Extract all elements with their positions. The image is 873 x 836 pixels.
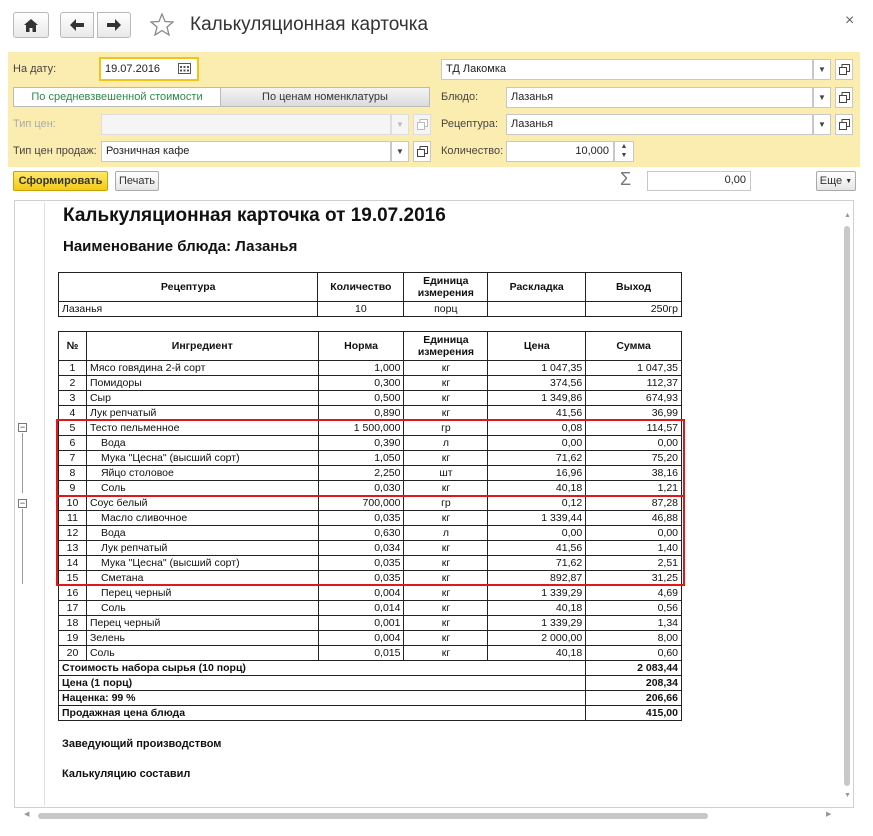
chevron-down-icon: ▼ bbox=[396, 147, 404, 156]
table-cell: кг bbox=[404, 376, 488, 391]
ing-header: Норма bbox=[318, 332, 404, 361]
table-cell: 40,18 bbox=[488, 646, 586, 661]
table-cell: 1 047,35 bbox=[586, 361, 682, 376]
table-cell: Мясо говядина 2-й сорт bbox=[86, 361, 318, 376]
organization-open-button[interactable] bbox=[835, 59, 853, 80]
sum-field: 0,00 bbox=[647, 171, 751, 191]
table-row bbox=[59, 586, 682, 601]
table-cell: 8,00 bbox=[586, 631, 682, 646]
chevron-down-icon: ▼ bbox=[396, 120, 404, 129]
table-cell: 0,034 bbox=[318, 541, 404, 556]
recipe-open-button[interactable] bbox=[835, 114, 853, 135]
table-cell: 0,300 bbox=[318, 376, 404, 391]
table-row bbox=[59, 571, 682, 586]
table-cell: 674,93 bbox=[586, 391, 682, 406]
table-cell: 112,37 bbox=[586, 376, 682, 391]
table-cell: 0,390 bbox=[318, 436, 404, 451]
table-cell: Мука "Цесна" (высший сорт) bbox=[86, 556, 318, 571]
open-window-icon bbox=[417, 146, 428, 157]
table-row bbox=[59, 436, 682, 451]
table-cell: кг bbox=[404, 481, 488, 496]
table-cell: 41,56 bbox=[488, 541, 586, 556]
table-cell: кг bbox=[404, 571, 488, 586]
table-cell: 700,000 bbox=[318, 496, 404, 511]
table-cell: 20 bbox=[59, 646, 87, 661]
ing-header: Цена bbox=[488, 332, 586, 361]
date-input[interactable]: 19.07.2016 bbox=[99, 57, 199, 81]
table-cell: 1 339,29 bbox=[488, 586, 586, 601]
chevron-down-icon: ▼ bbox=[845, 177, 853, 185]
recipe-cell bbox=[488, 302, 586, 317]
table-cell: 36,99 bbox=[586, 406, 682, 421]
table-cell: кг bbox=[404, 511, 488, 526]
table-cell: Тесто пельменное bbox=[86, 421, 318, 436]
table-cell: 1 047,35 bbox=[488, 361, 586, 376]
dish-open-button[interactable] bbox=[835, 87, 853, 108]
dish-dropdown[interactable] bbox=[813, 87, 831, 108]
total-row bbox=[59, 676, 682, 691]
table-cell: Лук репчатый bbox=[86, 406, 318, 421]
table-cell: Соус белый bbox=[86, 496, 318, 511]
scroll-left-icon[interactable]: ◀ bbox=[24, 811, 30, 818]
table-cell: кг bbox=[404, 556, 488, 571]
horizontal-scrollbar[interactable] bbox=[38, 813, 708, 819]
table-cell: Сыр bbox=[86, 391, 318, 406]
table-cell: 0,004 bbox=[318, 631, 404, 646]
close-icon[interactable]: × bbox=[845, 12, 855, 29]
table-row bbox=[59, 496, 682, 511]
table-row bbox=[59, 511, 682, 526]
qty-stepper[interactable] bbox=[614, 141, 634, 162]
recipe-cell: 10 bbox=[318, 302, 404, 317]
total-value: 415,00 bbox=[586, 706, 682, 721]
table-cell: 1 500,000 bbox=[318, 421, 404, 436]
organization-input[interactable]: ТД Лакомка bbox=[441, 59, 813, 80]
table-cell: 41,56 bbox=[488, 406, 586, 421]
table-cell: 38,16 bbox=[586, 466, 682, 481]
table-cell: 8 bbox=[59, 466, 87, 481]
chevron-down-icon: ▼ bbox=[818, 93, 826, 102]
table-cell: 0,630 bbox=[318, 526, 404, 541]
collapse-group-2-icon[interactable]: − bbox=[19, 498, 26, 508]
table-cell: 0,035 bbox=[318, 556, 404, 571]
table-cell: 4,69 bbox=[586, 586, 682, 601]
table-cell: 31,25 bbox=[586, 571, 682, 586]
table-cell: 16,96 bbox=[488, 466, 586, 481]
recipe-header: Выход bbox=[586, 273, 682, 302]
table-cell: 0,12 bbox=[488, 496, 586, 511]
table-cell: 1 339,44 bbox=[488, 511, 586, 526]
total-label: Наценка: 99 % bbox=[59, 691, 586, 706]
signature-manager: Заведующий производством bbox=[62, 738, 222, 750]
scroll-up-icon[interactable]: ▲ bbox=[844, 212, 851, 219]
table-cell: 0,00 bbox=[586, 436, 682, 451]
table-cell: гр bbox=[404, 421, 488, 436]
total-value: 208,34 bbox=[586, 676, 682, 691]
total-value: 2 083,44 bbox=[586, 661, 682, 676]
table-cell: 19 bbox=[59, 631, 87, 646]
home-icon bbox=[24, 19, 38, 32]
table-cell: 1,40 bbox=[586, 541, 682, 556]
table-cell: 1 349,86 bbox=[488, 391, 586, 406]
ing-header: № bbox=[59, 332, 87, 361]
recipe-header: Раскладка bbox=[488, 273, 586, 302]
table-cell: 40,18 bbox=[488, 481, 586, 496]
group-1-line bbox=[22, 433, 23, 493]
table-row bbox=[59, 421, 682, 436]
more-button[interactable] bbox=[816, 171, 856, 191]
star-icon[interactable] bbox=[150, 13, 174, 36]
recipe-input[interactable]: Лазанья bbox=[506, 114, 813, 135]
calendar-icon[interactable] bbox=[178, 63, 191, 74]
table-cell: 0,890 bbox=[318, 406, 404, 421]
sum-icon: Σ bbox=[620, 169, 632, 189]
table-cell: 71,62 bbox=[488, 451, 586, 466]
table-cell: 13 bbox=[59, 541, 87, 556]
table-cell: кг bbox=[404, 541, 488, 556]
table-cell: шт bbox=[404, 466, 488, 481]
table-cell: 12 bbox=[59, 526, 87, 541]
home-button[interactable] bbox=[13, 12, 49, 38]
table-row bbox=[59, 616, 682, 631]
table-cell: л bbox=[404, 526, 488, 541]
table-cell: Мука "Цесна" (высший сорт) bbox=[86, 451, 318, 466]
table-cell: 0,004 bbox=[318, 586, 404, 601]
table-cell: 40,18 bbox=[488, 601, 586, 616]
table-cell: 18 bbox=[59, 616, 87, 631]
table-cell: 1,34 bbox=[586, 616, 682, 631]
table-cell: 114,57 bbox=[586, 421, 682, 436]
sale-price-type-open-button[interactable] bbox=[413, 141, 431, 162]
table-cell: кг bbox=[404, 451, 488, 466]
scroll-down-icon[interactable]: ▼ bbox=[844, 792, 851, 799]
total-label: Продажная цена блюда bbox=[59, 706, 586, 721]
ing-header: Сумма bbox=[586, 332, 682, 361]
table-cell: 1,050 bbox=[318, 451, 404, 466]
table-row bbox=[59, 526, 682, 541]
recipe-cell: порц bbox=[404, 302, 488, 317]
table-cell: кг bbox=[404, 601, 488, 616]
table-cell: кг bbox=[404, 631, 488, 646]
table-cell: 1,21 bbox=[586, 481, 682, 496]
mode-weighted-button[interactable]: По средневзвешенной стоимости bbox=[13, 87, 221, 107]
chevron-down-icon: ▼ bbox=[818, 65, 826, 74]
report-dish-line: Наименование блюда: Лазанья bbox=[63, 238, 298, 255]
table-cell: 0,08 bbox=[488, 421, 586, 436]
table-row bbox=[59, 406, 682, 421]
table-cell: Зелень bbox=[86, 631, 318, 646]
table-row bbox=[59, 556, 682, 571]
open-window-icon bbox=[839, 92, 850, 103]
table-cell: 1,000 bbox=[318, 361, 404, 376]
stepper-up-icon[interactable]: ▲ bbox=[620, 143, 628, 150]
table-cell: Помидоры bbox=[86, 376, 318, 391]
table-row bbox=[59, 601, 682, 616]
table-cell: 0,500 bbox=[318, 391, 404, 406]
table-cell: 1 bbox=[59, 361, 87, 376]
ing-header: Единица измерения bbox=[404, 332, 488, 361]
scroll-right-icon[interactable]: ▶ bbox=[826, 811, 832, 818]
dish-label: Блюдо: bbox=[441, 91, 479, 103]
table-cell: 71,62 bbox=[488, 556, 586, 571]
table-cell: 0,001 bbox=[318, 616, 404, 631]
table-cell: 4 bbox=[59, 406, 87, 421]
table-cell: Перец черный bbox=[86, 586, 318, 601]
table-cell: 46,88 bbox=[586, 511, 682, 526]
table-cell: 75,20 bbox=[586, 451, 682, 466]
table-cell: кг bbox=[404, 391, 488, 406]
table-cell: Лук репчатый bbox=[86, 541, 318, 556]
table-cell: 374,56 bbox=[488, 376, 586, 391]
table-cell: 87,28 bbox=[586, 496, 682, 511]
table-cell: 2,51 bbox=[586, 556, 682, 571]
signature-calculator: Калькуляцию составил bbox=[62, 768, 191, 780]
table-row bbox=[59, 451, 682, 466]
sale-price-type-dropdown[interactable] bbox=[391, 141, 409, 162]
table-cell: 16 bbox=[59, 586, 87, 601]
table-cell: 2 000,00 bbox=[488, 631, 586, 646]
price-type-label: Тип цен: bbox=[13, 118, 56, 130]
table-cell: 11 bbox=[59, 511, 87, 526]
collapse-group-1-icon[interactable]: − bbox=[19, 422, 26, 432]
table-cell: 0,00 bbox=[488, 436, 586, 451]
mode-nomenclature-button[interactable]: По ценам номенклатуры bbox=[220, 87, 430, 107]
generate-button[interactable]: Сформировать bbox=[13, 171, 108, 191]
table-row bbox=[59, 466, 682, 481]
recipe-cell: 250гр bbox=[586, 302, 682, 317]
table-cell: кг bbox=[404, 586, 488, 601]
table-cell: 0,00 bbox=[488, 526, 586, 541]
open-window-icon bbox=[839, 64, 850, 75]
recipe-cell: Лазанья bbox=[59, 302, 318, 317]
table-cell: Соль bbox=[86, 481, 318, 496]
table-cell: Масло сливочное bbox=[86, 511, 318, 526]
table-row bbox=[59, 631, 682, 646]
ing-header: Ингредиент bbox=[86, 332, 318, 361]
total-row bbox=[59, 691, 682, 706]
price-type-input bbox=[101, 114, 391, 135]
table-cell: 0,035 bbox=[318, 511, 404, 526]
table-row bbox=[59, 481, 682, 496]
table-row bbox=[59, 391, 682, 406]
price-type-dropdown bbox=[391, 114, 409, 135]
table-cell: 0,60 bbox=[586, 646, 682, 661]
table-row bbox=[59, 646, 682, 661]
chevron-down-icon: ▼ bbox=[818, 120, 826, 129]
total-label: Цена (1 порц) bbox=[59, 676, 586, 691]
table-cell: 14 bbox=[59, 556, 87, 571]
forward-button[interactable] bbox=[97, 12, 131, 38]
table-cell: л bbox=[404, 436, 488, 451]
more-label: Еще bbox=[819, 175, 843, 187]
arrow-left-icon bbox=[70, 19, 84, 31]
table-cell: 0,015 bbox=[318, 646, 404, 661]
table-cell: кг bbox=[404, 616, 488, 631]
table-cell: 0,030 bbox=[318, 481, 404, 496]
table-row bbox=[59, 376, 682, 391]
table-cell: 7 bbox=[59, 451, 87, 466]
table-cell: 0,56 bbox=[586, 601, 682, 616]
total-label: Стоимость набора сырья (10 порц) bbox=[59, 661, 586, 676]
sale-price-type-label: Тип цен продаж: bbox=[13, 145, 97, 157]
recipe-table bbox=[58, 272, 682, 317]
vertical-scrollbar[interactable] bbox=[844, 226, 850, 786]
table-cell: 0,035 bbox=[318, 571, 404, 586]
table-cell: Соль bbox=[86, 646, 318, 661]
table-row bbox=[59, 541, 682, 556]
recipe-label: Рецептура: bbox=[441, 118, 499, 130]
back-button[interactable] bbox=[60, 12, 94, 38]
price-type-open-button bbox=[413, 114, 431, 135]
table-row bbox=[59, 361, 682, 376]
arrow-right-icon bbox=[107, 19, 121, 31]
table-cell: Соль bbox=[86, 601, 318, 616]
title-bar bbox=[0, 0, 873, 50]
table-cell: Перец черный bbox=[86, 616, 318, 631]
group-2-line bbox=[22, 509, 23, 584]
date-label: На дату: bbox=[13, 63, 57, 75]
table-cell: кг bbox=[404, 646, 488, 661]
table-cell: Сметана bbox=[86, 571, 318, 586]
qty-input[interactable]: 10,000 bbox=[506, 141, 614, 162]
table-cell: 2,250 bbox=[318, 466, 404, 481]
table-cell: 15 bbox=[59, 571, 87, 586]
dish-input[interactable]: Лазанья bbox=[506, 87, 813, 108]
report-title: Калькуляционная карточка от 19.07.2016 bbox=[63, 205, 446, 226]
recipe-header: Рецептура bbox=[59, 273, 318, 302]
table-cell: 0,00 bbox=[586, 526, 682, 541]
table-cell: 9 bbox=[59, 481, 87, 496]
recipe-dropdown[interactable] bbox=[813, 114, 831, 135]
table-cell: Яйцо столовое bbox=[86, 466, 318, 481]
table-cell: кг bbox=[404, 406, 488, 421]
table-cell: 892,87 bbox=[488, 571, 586, 586]
ingredients-table bbox=[58, 331, 682, 721]
total-row bbox=[59, 706, 682, 721]
table-cell: 0,014 bbox=[318, 601, 404, 616]
window-title: Калькуляционная карточка bbox=[190, 14, 429, 35]
table-cell: 17 bbox=[59, 601, 87, 616]
total-value: 206,66 bbox=[586, 691, 682, 706]
print-button[interactable]: Печать bbox=[115, 171, 159, 191]
qty-label: Количество: bbox=[441, 145, 504, 157]
table-cell: кг bbox=[404, 361, 488, 376]
table-cell: гр bbox=[404, 496, 488, 511]
table-cell: 5 bbox=[59, 421, 87, 436]
table-cell: 2 bbox=[59, 376, 87, 391]
table-cell: Вода bbox=[86, 526, 318, 541]
sale-price-type-input[interactable]: Розничная кафе bbox=[101, 141, 391, 162]
table-cell: 1 339,29 bbox=[488, 616, 586, 631]
recipe-header: Единица измерения bbox=[404, 273, 488, 302]
table-cell: Вода bbox=[86, 436, 318, 451]
open-window-icon bbox=[417, 119, 428, 130]
table-cell: 10 bbox=[59, 496, 87, 511]
stepper-down-icon[interactable]: ▼ bbox=[620, 152, 628, 159]
open-window-icon bbox=[839, 119, 850, 130]
recipe-header: Количество bbox=[318, 273, 404, 302]
table-cell: 3 bbox=[59, 391, 87, 406]
total-row bbox=[59, 661, 682, 676]
organization-dropdown[interactable] bbox=[813, 59, 831, 80]
report-margin-line bbox=[44, 202, 45, 806]
table-cell: 6 bbox=[59, 436, 87, 451]
